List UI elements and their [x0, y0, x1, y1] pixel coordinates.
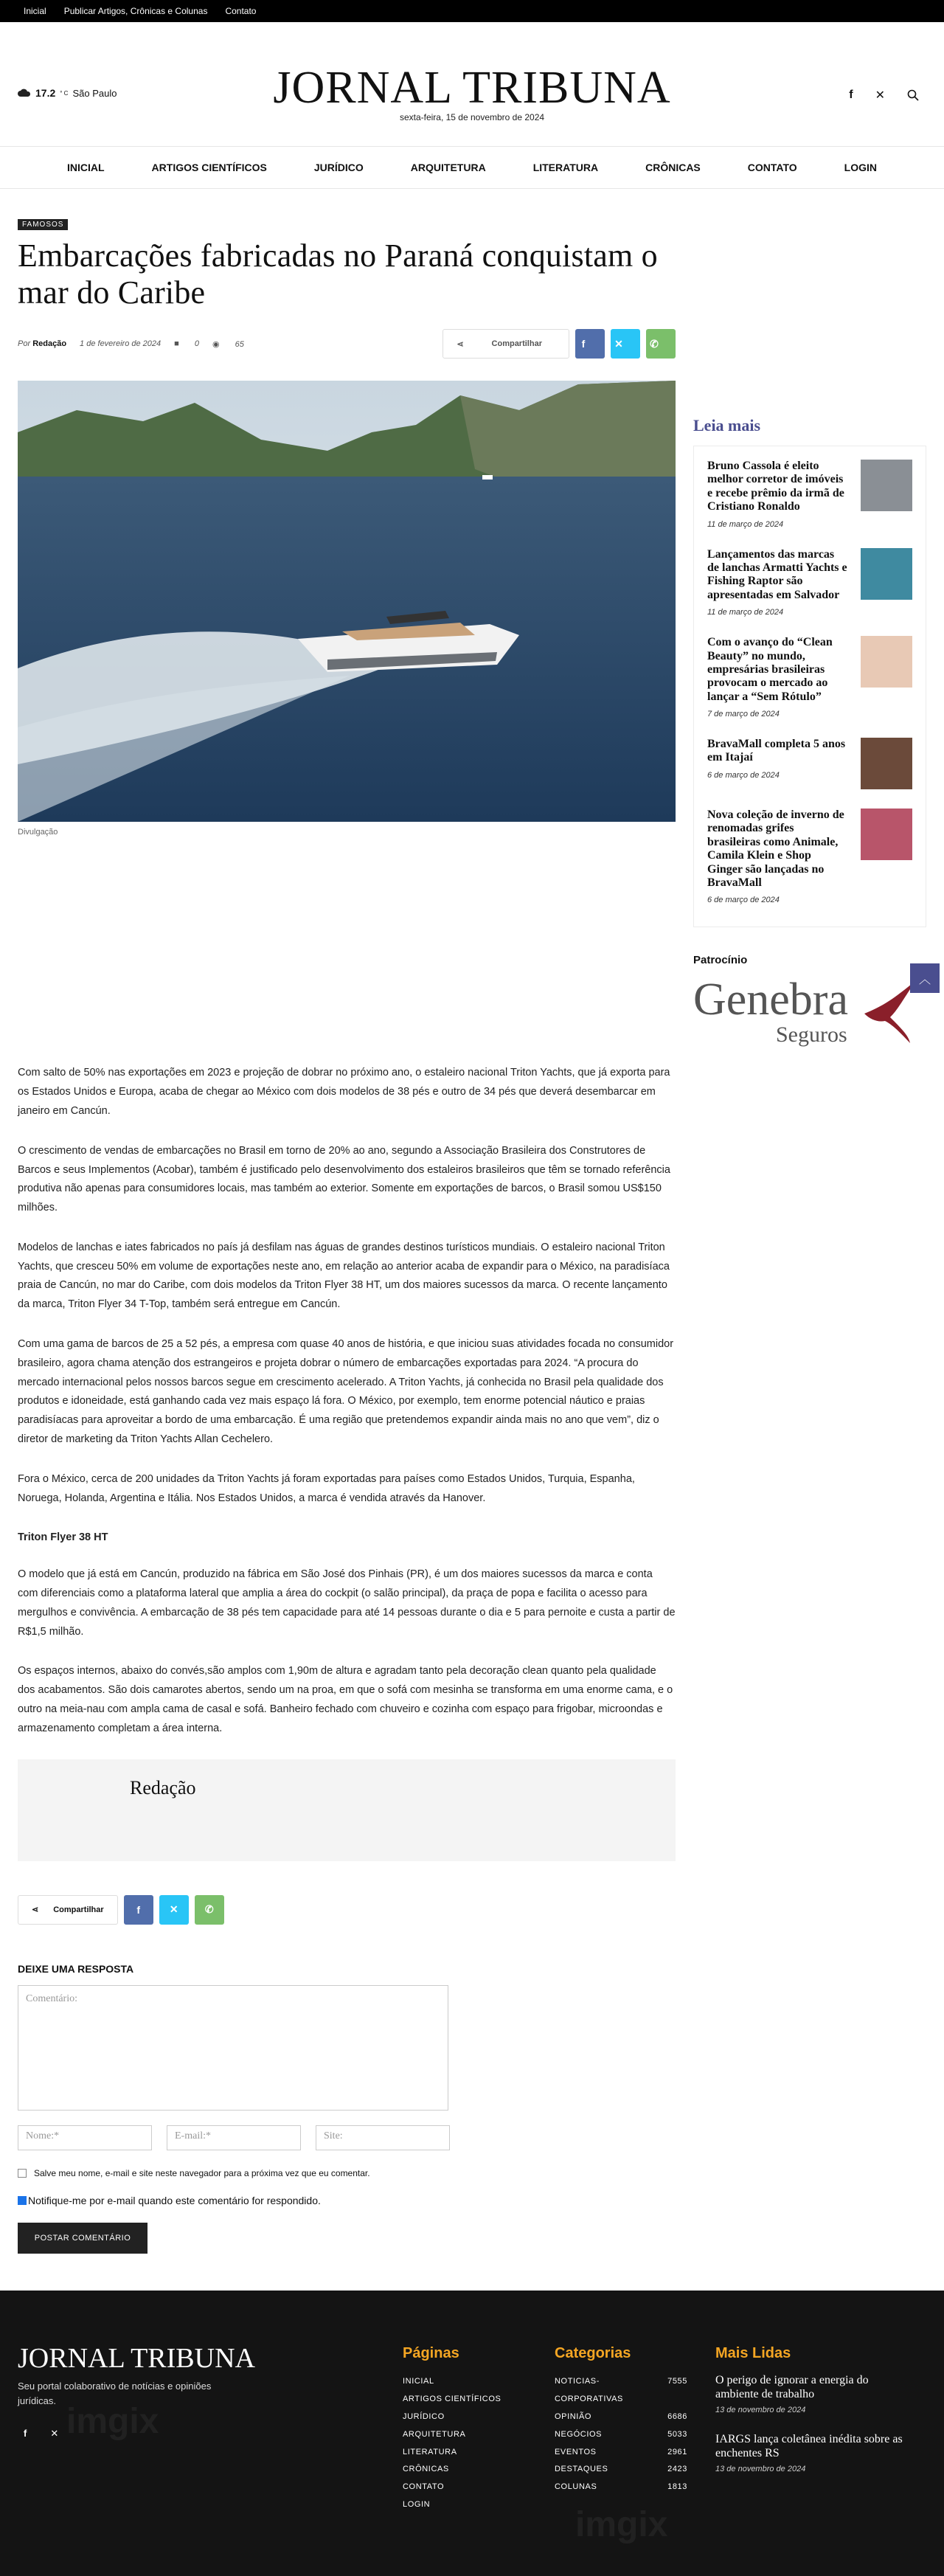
- author-box: [18, 1759, 676, 1861]
- footer-link[interactable]: ARQUITETURA: [403, 2429, 466, 2439]
- nav-artigos[interactable]: ARTIGOS CIENTÍFICOS: [151, 162, 267, 173]
- item-title[interactable]: Lançamentos das marcas de lanchas Armatti Yachts e Fishing Raptor são apresentadas em Salvador: [707, 547, 847, 601]
- category-row[interactable]: EVENTOS 2961: [555, 2447, 687, 2456]
- author-box-name[interactable]: Redação: [130, 1776, 196, 1798]
- read-more-list: [693, 446, 926, 927]
- sponsor-title: Patrocínio: [693, 954, 748, 967]
- nav-literatura[interactable]: LITERATURA: [532, 162, 599, 173]
- footer-categories-title: Categorias: [555, 2344, 631, 2361]
- paragraph: Modelos de lanchas e iates fabricados no país já desfilam nas águas de grandes destinos turísticos mundiais. O estaleiro nacional Triton Yachts, que cresceu 50% em volume de exportações neste ano, em relação ao anterior acaba de expandir para o México, na paradisíaca praia de Cancún, no mar do Caribe, com dois modelos da Triton Flyer 38 HT, um dos maiores sucessos da marca. O recente lançamento da marca, Triton Flyer 34 T-Top, também será entregue em Cancún.: [18, 1241, 670, 1311]
- x-icon: ✕: [614, 337, 623, 350]
- header-social: [849, 88, 919, 103]
- nav-contato[interactable]: CONTATO: [747, 162, 797, 173]
- chevron-up-icon: ︿: [918, 973, 931, 986]
- article: [18, 217, 676, 2254]
- footer-pages-title: Páginas: [403, 2344, 459, 2361]
- article-title: Embarcações fabricadas no Paraná conquistam o mar do Caribe: [18, 238, 658, 311]
- most-read-title[interactable]: O perigo de ignorar a energia do ambiente de trabalho: [715, 2373, 869, 2400]
- share-icon: ⋖: [457, 339, 464, 349]
- item-title[interactable]: BravaMall completa 5 anos em Itajaí: [707, 738, 846, 764]
- footer-most-read-title: Mais Lidas: [715, 2344, 791, 2361]
- item-date: 6 de março de 2024: [707, 896, 780, 905]
- article-author: Por Redação: [18, 339, 67, 349]
- share-button[interactable]: ⋖ Compartilhar: [18, 1895, 118, 1925]
- comments-count[interactable]: ■ 0: [174, 339, 199, 349]
- item-thumbnail[interactable]: [861, 636, 912, 688]
- category-row[interactable]: NOTICIAS-CORPORATIVAS 7555: [555, 2376, 687, 2403]
- facebook-icon[interactable]: f: [849, 89, 853, 101]
- item-thumbnail[interactable]: [861, 809, 912, 860]
- weather-unit: ° C: [60, 89, 69, 97]
- save-info-row: [18, 2168, 676, 2178]
- category-row[interactable]: COLUNAS 1813: [555, 2482, 687, 2492]
- current-date: sexta-feira, 15 de novembro de 2024: [399, 112, 545, 122]
- article-meta: [18, 328, 676, 360]
- nav-cronicas[interactable]: CRÔNICAS: [645, 162, 701, 173]
- top-link-contato[interactable]: Contato: [225, 6, 257, 16]
- email-field[interactable]: E-mail:*: [167, 2125, 301, 2150]
- watermark: imgix: [66, 2401, 159, 2441]
- footer-most-read: [715, 2373, 914, 2492]
- share-bar: [442, 329, 676, 359]
- comment-fields: [18, 2125, 676, 2150]
- paragraph: Fora o México, cerca de 200 unidades da Triton Yachts já foram exportadas para países como Estados Unidos, Turquia, Espanha, Noruega, Holanda, Argentina e Itália. Nos Estados Unidos, a marca é vendida através da Hanover.: [18, 1472, 635, 1504]
- hero-image: [18, 381, 676, 822]
- item-thumbnail[interactable]: [861, 738, 912, 789]
- paragraph: O crescimento de vendas de embarcações no Brasil em torno de 20% ao ano, segundo a Associação Brasileira dos Construtores de Barcos e seus Implementos (Acobar), também é justificado pelo desenvolvimento dos estaleiros brasileiros que têm se tornado referência produtiva não apenas para consumidores locais, mas também ao exterior. Somente em exportações de barcos, o Brasil somou US$150 milhões.: [18, 1144, 670, 1214]
- paragraph: O modelo que já está em Cancún, produzido na fábrica em São José dos Pinhais (PR), é um dos maiores sucessos da marca e conta com diferenciais como a plataforma lateral que amplia a área do cockpit (o salão principal), da praça de popa e facilita o acesso para mergulhos e convivência. A embarcação de 38 pés tem capacidade para até 14 pessoas durante o dia e 5 para pernoite e custa a partir de R$1,5 milhão.: [18, 1568, 676, 1638]
- site-footer: [0, 2291, 944, 2576]
- most-read-date: 13 de novembro de 2024: [715, 2406, 806, 2414]
- share-whatsapp-button[interactable]: [195, 1895, 224, 1925]
- share-facebook-button[interactable]: [124, 1895, 153, 1925]
- save-info-checkbox[interactable]: [18, 2169, 27, 2178]
- paragraph: Com uma gama de barcos de 25 a 52 pés, a empresa com quase 40 anos de história, e que iniciou suas atividades focada no consumidor brasileiro, agora chama atenção dos estrangeiros e projeta dobrar o número de embarcações exportadas para 2024. “A procura do mercado internacional pelos nossos barcos segue em crescimento acelerado. A Triton Yachts, já conhecida no Brasil pela qualidade dos produtos e idoneidade, está ganhando cada vez mais espaço lá fora. O México, por exemplo, tem enorme potencial náutico e praias paradisíacas para aproveitar a bordo de uma embarcação. É uma região que pretendemos expandir ainda mais no ano que vem”, diz o diretor de marketing da Triton Yachts Allan Cechelero.: [18, 1338, 674, 1446]
- image-caption: Divulgação: [18, 828, 58, 837]
- list-item[interactable]: [707, 738, 912, 789]
- footer-link[interactable]: LOGIN: [403, 2500, 431, 2510]
- save-info-label: Salve meu nome, e-mail e site neste navegador para a próxima vez que eu comentar.: [34, 2167, 370, 2178]
- whatsapp-icon: ✆: [204, 1903, 214, 1916]
- footer-pages: [403, 2373, 501, 2515]
- weather-city: São Paulo: [72, 87, 117, 99]
- share-x-button[interactable]: [611, 329, 640, 359]
- share-button[interactable]: ⋖ Compartilhar: [442, 329, 569, 359]
- site-header: [0, 22, 944, 124]
- name-field[interactable]: Nome:*: [18, 2125, 152, 2150]
- read-more-title: Leia mais: [693, 416, 761, 434]
- item-title[interactable]: Nova coleção de inverno de renomadas grifes brasileiras como Animale, Camila Klein e Shop Ginger são lançadas no BravaMall: [707, 809, 844, 890]
- sidebar: [693, 217, 926, 2254]
- top-link-inicial[interactable]: Inicial: [24, 6, 46, 16]
- boat-photo: [18, 381, 676, 822]
- footer-description: Seu portal colaborativo de notícias e opiniões jurídicas.: [18, 2380, 212, 2407]
- item-date: 11 de março de 2024: [707, 608, 784, 617]
- item-title[interactable]: Bruno Cassola é eleito melhor corretor de imóveis e recebe prêmio da irmã de Cristiano Ronaldo: [707, 460, 844, 513]
- notify-checkbox[interactable]: [18, 2196, 27, 2205]
- notify-row: [18, 2195, 676, 2206]
- category-tag[interactable]: FAMOSOS: [18, 219, 68, 230]
- most-read-date: 13 de novembro de 2024: [715, 2465, 806, 2474]
- author-link[interactable]: Redação: [32, 339, 67, 349]
- sponsor-name: Genebra: [693, 974, 848, 1025]
- nav-login[interactable]: LOGIN: [844, 162, 877, 173]
- share-facebook-button[interactable]: [575, 329, 605, 359]
- article-subheading: Triton Flyer 38 HT: [18, 1531, 108, 1544]
- scroll-top-button[interactable]: [910, 963, 940, 993]
- article-date: 1 de fevereiro de 2024: [80, 339, 162, 349]
- facebook-icon: f: [136, 1903, 141, 1916]
- main-nav: [0, 146, 944, 189]
- site-field[interactable]: Site:: [316, 2125, 450, 2150]
- main-content: [0, 217, 944, 2254]
- nav-inicial[interactable]: INICIAL: [66, 162, 105, 173]
- search-icon[interactable]: [907, 89, 919, 101]
- sponsor-logo[interactable]: [693, 974, 926, 1050]
- paragraph: Com salto de 50% nas exportações em 2023 e projeção de dobrar no próximo ano, o estaleiro nacional Triton Yachts, que já exporta para os Estados Unidos e Europa, acaba de chegar ao México com dois modelos de 38 pés e outro de 34 pés que deverá desembarcar em janeiro em Cancún.: [18, 1067, 670, 1117]
- category-row[interactable]: NEGÓCIOS 5033: [555, 2429, 687, 2439]
- article-body: [18, 1064, 676, 1738]
- most-read-title[interactable]: IARGS lança coletânea inédita sobre as enchentes RS: [715, 2433, 903, 2460]
- sponsor-sub: Seguros: [776, 1022, 847, 1048]
- x-icon[interactable]: ✕: [50, 2427, 59, 2439]
- whatsapp-icon: ✆: [650, 337, 659, 350]
- footer-link[interactable]: JURÍDICO: [403, 2411, 445, 2421]
- post-comment-button[interactable]: POSTAR COMENTÁRIO: [18, 2223, 148, 2254]
- share-icon: ⋖: [32, 1905, 39, 1915]
- item-date: 11 de março de 2024: [707, 519, 784, 529]
- footer-categories: [555, 2373, 687, 2497]
- category-row[interactable]: OPINIÃO 6686: [555, 2411, 687, 2421]
- list-item[interactable]: [707, 636, 912, 719]
- x-icon[interactable]: ✕: [875, 89, 885, 102]
- share-bar-bottom: [18, 1895, 676, 1925]
- notify-label: Notifique-me por e-mail quando este comentário for respondido.: [28, 2194, 321, 2206]
- item-date: 7 de março de 2024: [707, 710, 780, 719]
- footer-logo[interactable]: JORNAL TRIBUNA: [18, 2342, 255, 2374]
- weather-temp: 17.2: [35, 87, 56, 99]
- nav-arquitetura[interactable]: ARQUITETURA: [410, 162, 486, 173]
- item-thumbnail[interactable]: [861, 548, 912, 600]
- share-x-button[interactable]: [159, 1895, 189, 1925]
- footer-link[interactable]: LITERATURA: [403, 2447, 457, 2456]
- item-thumbnail[interactable]: [861, 460, 912, 511]
- nav-juridico[interactable]: JURÍDICO: [313, 162, 364, 173]
- comment-icon: ■: [174, 339, 179, 349]
- list-item[interactable]: [707, 460, 912, 529]
- footer-link[interactable]: CRÔNICAS: [403, 2465, 449, 2474]
- footer-link[interactable]: ARTIGOS CIENTÍFICOS: [403, 2394, 502, 2403]
- x-icon: ✕: [169, 1903, 178, 1916]
- category-row[interactable]: DESTAQUES 2423: [555, 2465, 687, 2474]
- item-title[interactable]: Com o avanço do “Clean Beauty” no mundo, empresárias brasileiras provocam o mercado ao lançar a “Sem Rótulo”: [707, 636, 833, 703]
- share-whatsapp-button[interactable]: [646, 329, 676, 359]
- comment-textarea[interactable]: Comentário:: [18, 1985, 448, 2111]
- facebook-icon[interactable]: f: [24, 2427, 27, 2439]
- item-date: 6 de março de 2024: [707, 770, 780, 780]
- watermark: imgix: [575, 2504, 668, 2544]
- footer-social: [24, 2428, 58, 2440]
- top-link-publicar[interactable]: Publicar Artigos, Crônicas e Colunas: [63, 6, 208, 16]
- list-item[interactable]: [707, 548, 912, 617]
- footer-link[interactable]: INICIAL: [403, 2376, 434, 2386]
- eye-icon: ◉: [212, 339, 220, 349]
- paragraph: Os espaços internos, abaixo do convés,são amplos com 1,90m de altura e agradam tanto pela decoração clean quanto pela qualidade dos acabamentos. São dois camarotes abertos, sendo um na proa, em que o sofá com mesinha se transforma em uma enorme cama, e o outro na meia-nau com ampla cama de casal e sofá. Banheiro fechado com chuveiro e cozinha com espaço para frigobar, microondas e armazenamento completam a área interna.: [18, 1665, 673, 1734]
- footer-link[interactable]: CONTATO: [403, 2482, 445, 2492]
- site-logo[interactable]: JORNAL TRIBUNA: [273, 63, 671, 113]
- views-count: ◉ 65: [212, 339, 244, 349]
- list-item[interactable]: [707, 809, 912, 904]
- top-bar: [0, 0, 944, 22]
- facebook-icon: f: [581, 338, 586, 350]
- reply-title: DEIXE UMA RESPOSTA: [18, 1962, 134, 1975]
